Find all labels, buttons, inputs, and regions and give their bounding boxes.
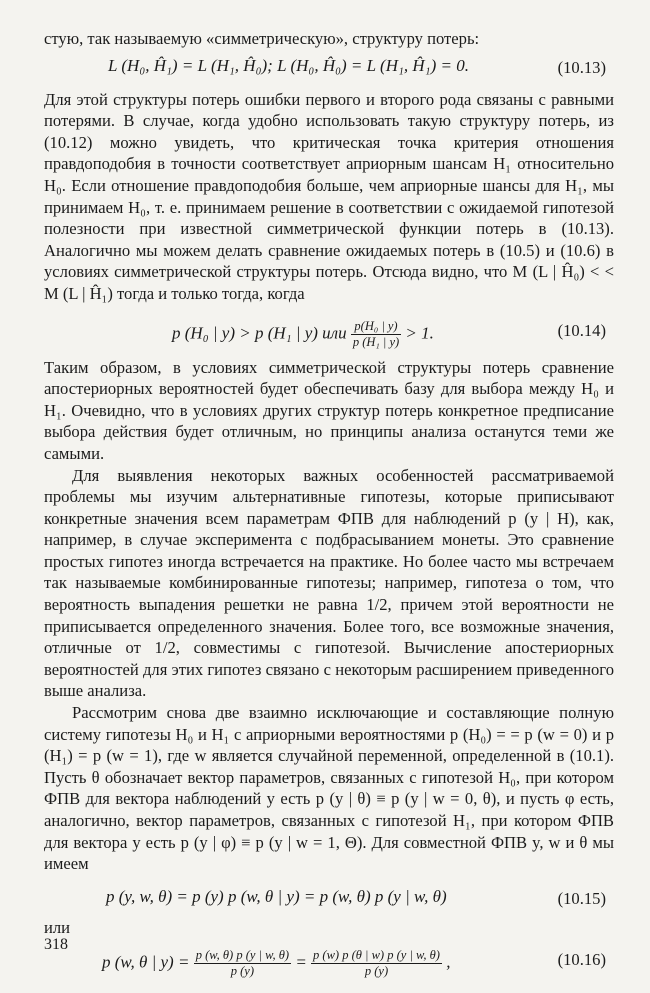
equation-number-10-15: (10.15) — [557, 888, 606, 908]
equation-number-10-14: (10.14) — [557, 320, 606, 340]
equation-10-16-equals: = — [295, 952, 307, 972]
equation-number-10-16: (10.16) — [557, 950, 606, 970]
equation-10-14-left: p (H₀ | y) > p (H₁ | y) или — [172, 322, 347, 342]
equation-10-14-lhs — [172, 319, 434, 350]
paragraph-5: или — [44, 917, 71, 937]
fraction-10-16-second-denominator: p (y) — [364, 964, 389, 979]
paragraph-0: стую, так называемую «симметрическую», структуру потерь: — [44, 29, 480, 48]
fraction-10-16-first — [194, 948, 291, 979]
page-number: 318 — [44, 936, 68, 953]
equation-10-16 — [44, 940, 614, 988]
equation-10-16-tail: , — [446, 952, 451, 972]
paragraph-3: Для выявления некоторых важных особенностей рассматриваемой проблемы мы изучим альтернативные гипотезы, которые приписывают конкретные значения всем параметрам ФПВ для наблюдений p (y | H), как, например, в случае эксперимента с подбрасыванием монеты. Это сравнение простых гипотез иногда встречается на практике. Но более часто мы встречаем так называемые комбинированные гипотезы; например, гипотеза о том, что вероятность выпадения решетки не равна 1/2, причем этой вероятности не приписывается определенного значения. Более того, все возможные значения, отличные от 1/2, совместимы с гипотезой. Вычисление апостериорных вероятностей для этих гипотез связано с некоторым расширением приведенного выше анализа. — [44, 465, 614, 701]
equation-10-13-body: L (H₀, Ĥ₁) = L (H₁, Ĥ₀); L (H₀, Ĥ₀) = L (H₁, Ĥ₁) = 0. — [108, 55, 469, 75]
fraction-10-16-second-numerator: p (w) p (θ | w) p (y | w, θ) — [313, 948, 440, 963]
fraction-10-14-denominator: p (H₁ | y) — [352, 334, 400, 349]
equation-number-10-13: (10.13) — [557, 57, 606, 77]
equation-10-13 — [44, 56, 614, 86]
paragraph-2: Таким образом, в условиях симметрической структуры потерь сравнение апостериорных вероятностей будет обеспечивать базу для выбора между H₀ и H₁. Очевидно, что в условиях других структур потерь конкретное предписание выбора действия будет отличным, но принципы анализа останутся теми же самыми. — [44, 357, 614, 463]
fraction-10-16-first-numerator: p (w, θ) p (y | w, θ) — [195, 948, 290, 963]
equation-10-14 — [44, 309, 614, 353]
fraction-10-16-first-denominator: p (y) — [230, 964, 254, 979]
equation-10-16-left: p (w, θ | y) = — [102, 952, 190, 972]
equation-10-14-right: > 1. — [405, 322, 434, 342]
equation-10-15 — [44, 877, 614, 917]
fraction-10-14 — [351, 319, 401, 350]
fraction-10-16-second — [311, 948, 442, 979]
page-body — [44, 28, 614, 988]
paragraph-4: Рассмотрим снова две взаимно исключающие и составляющие полную систему гипотезы H₀ и H₁ с априорными вероятностями p (H₀) = = p (w = 0) и p (H₁) = p (w = 1), где w является случайной переменной, определенной в (10.1). Пусть θ обозначает вектор параметров, связанных с гипотезой H₀, при котором ФПВ для вектора наблюдений y есть p (y | θ) ≡ p (y | w = 0, θ), и пусть φ есть, аналогично, вектор параметров, связанных с гипотезой H₁, при котором ФПВ для вектора y есть p (y | φ) ≡ p (y | w = 1, Θ). Для совместной ФПВ y, w и θ мы имеем — [44, 703, 614, 874]
equation-10-15-body: p (y, w, θ) = p (y) p (w, θ | y) = p (w, θ) p (y | w, θ) — [106, 886, 447, 906]
equation-10-16-body — [102, 948, 450, 979]
fraction-10-14-numerator: p(H₀ | y) — [351, 319, 401, 335]
paragraph-1: Для этой структуры потерь ошибки первого и второго рода связаны с равными потерями. В случае, когда удобно использовать такую структуру потерь, из (10.12) можно увидеть, что критическая точка критерия отношения правдоподобия в точности соответствует априорным шансам H₁ относительно H₀. Если отношение правдоподобия больше, чем априорные шансы для H₁, мы принимаем H₀, т. е. принимаем решение в соответствии с ожидаемой гипотезой полезности при известной симметрической функции потерь в (10.13). Аналогично мы можем делать сравнение ожидаемых потерь в (10.5) и (10.6) в условиях симметрической структуры потерь. Отсюда видно, что M (L | Ĥ₀) < < M (L | Ĥ₁) тогда и только тогда, когда — [44, 89, 614, 303]
